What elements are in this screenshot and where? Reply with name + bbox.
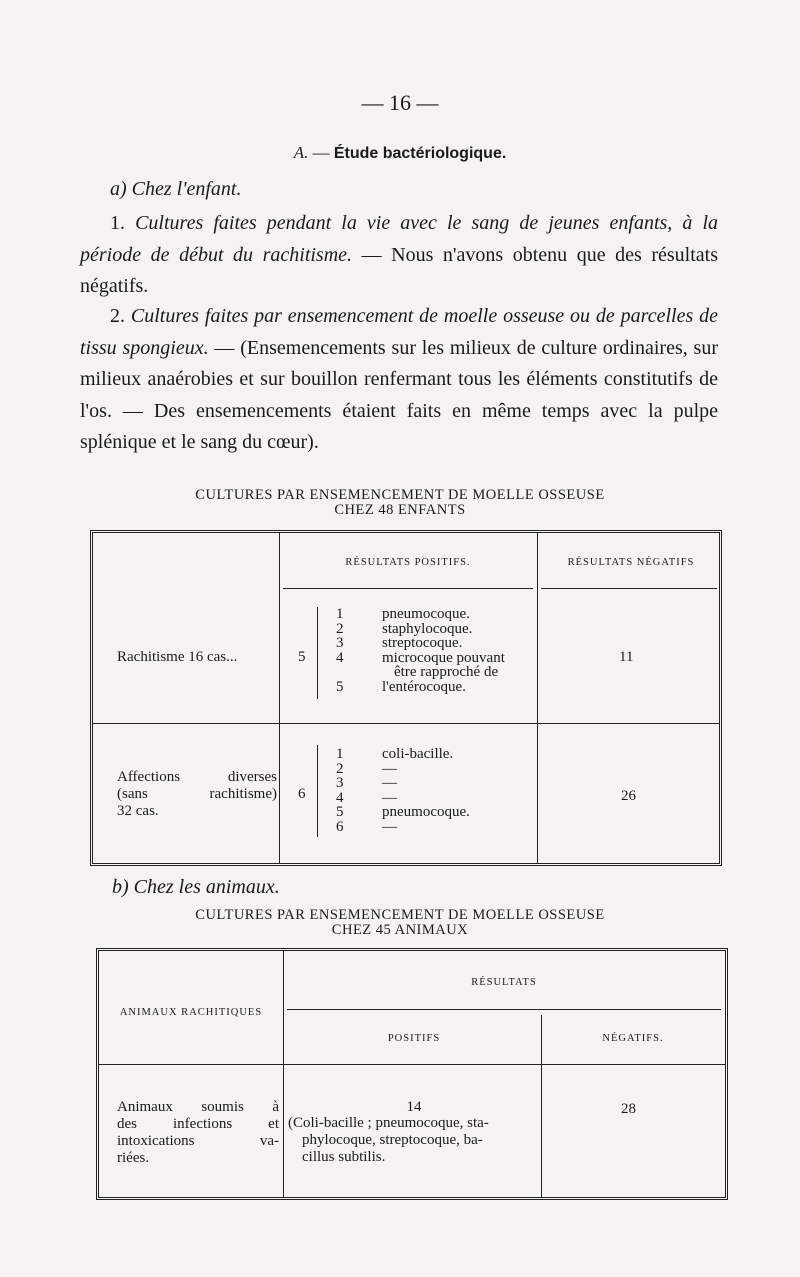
- table1-row2-label: Affections diverses (sans rachitisme) 32 cas.: [117, 769, 277, 819]
- table1-header-negative: RÉSULTATS NÉGATIFS: [567, 557, 695, 568]
- paragraph-2-number: 2.: [110, 305, 125, 327]
- table2-header-positive: POSITIFS: [387, 1033, 441, 1044]
- table2-caption-line2: CHEZ 45 ANIMAUX: [331, 922, 469, 938]
- table2-row-label: Animaux soumis à des infections et intoxications va- riées.: [117, 1099, 279, 1166]
- list-item: 2 staphylocoque.: [336, 620, 473, 637]
- section-letter: A.: [293, 143, 309, 162]
- list-item: 1 coli-bacille.: [336, 746, 454, 762]
- page-number: — 16 —: [361, 90, 439, 115]
- list-item: 6 —: [336, 818, 397, 835]
- table1: [90, 530, 722, 866]
- section-dash: —: [312, 143, 330, 162]
- list-item: être rapproché de: [394, 664, 499, 680]
- paragraph-2: [80, 301, 718, 459]
- paragraph-2-text: — (Ensemencements sur les milieux de culture ordinaires, sur milieux anaérobies et sur bouillon renfermant tous les éléments constitutifs de l'os. — Des ensemencements étaient faits en même temps avec la pulpe splénique et le sang du cœur).: [80, 336, 718, 453]
- table1-row2-items: [336, 747, 470, 834]
- table1-row1-brace: [317, 607, 318, 699]
- table1-caption-line1: CULTURES PAR ENSEMENCEMENT DE MOELLE OSSEUSE: [195, 487, 605, 503]
- table2-caption-line1: CULTURES PAR ENSEMENCEMENT DE MOELLE OSSEUSE: [195, 907, 605, 923]
- table1-header-positive: RÉSULTATS POSITIFS.: [345, 557, 471, 568]
- table1-row1-negative: 11: [619, 649, 634, 665]
- paragraph-2-italic: Cultures faites par ensemencement de moelle osseuse ou de parcelles de tissu spongieux.: [80, 305, 718, 359]
- table1-row1-label: Rachitisme 16 cas...: [117, 649, 238, 665]
- table1-row2-negative: 26: [621, 788, 636, 804]
- table2-positive-detail: (Coli-bacille ; pneumocoque, sta- phylocoque, streptocoque, ba- cillus subtilis.: [288, 1115, 489, 1165]
- paragraph-1-number: 1.: [110, 212, 125, 234]
- subheading-animals: b) Chez les animaux.: [112, 876, 280, 898]
- paragraph-1: [80, 208, 718, 303]
- list-item: 4 microcoque pouvant: [336, 649, 505, 666]
- list-item: 4 —: [336, 789, 397, 806]
- list-item: 2 —: [336, 760, 397, 777]
- paragraph-1-text: — Nous n'avons obtenu que des résultats négatifs.: [80, 243, 718, 297]
- list-item: 3 —: [336, 775, 397, 791]
- table1-caption-line2: CHEZ 48 ENFANTS: [334, 502, 466, 518]
- table2-negative-count: 28: [621, 1101, 636, 1117]
- table1-caption: [100, 488, 700, 518]
- table1-row2-count: 6: [298, 786, 306, 802]
- table2-header-results: RÉSULTATS: [471, 977, 537, 988]
- table2-caption: [100, 908, 700, 938]
- section-title: [0, 143, 800, 163]
- list-item: 5 pneumocoque.: [336, 804, 470, 820]
- table1-row1-count: 5: [298, 649, 306, 665]
- table2-header-left: ANIMAUX RACHITIQUES: [119, 1007, 263, 1018]
- table2-header-negative: NÉGATIFS.: [602, 1033, 664, 1044]
- paragraph-1-italic: Cultures faites pendant la vie avec le sang de jeunes enfants, à la période de début du rachitisme.: [80, 212, 719, 266]
- table1-row2-brace: [317, 745, 318, 837]
- table2-positive-count: 14: [406, 1099, 422, 1115]
- table1-row1-items: [336, 607, 505, 694]
- list-item: 1 pneumocoque.: [336, 606, 470, 622]
- list-item: 5 l'entérocoque.: [336, 678, 466, 695]
- section-heading: Étude bactériologique.: [333, 145, 507, 162]
- table2: [96, 948, 728, 1200]
- subheading-child: a) Chez l'enfant.: [110, 178, 242, 200]
- list-item: 3 streptocoque.: [336, 635, 463, 651]
